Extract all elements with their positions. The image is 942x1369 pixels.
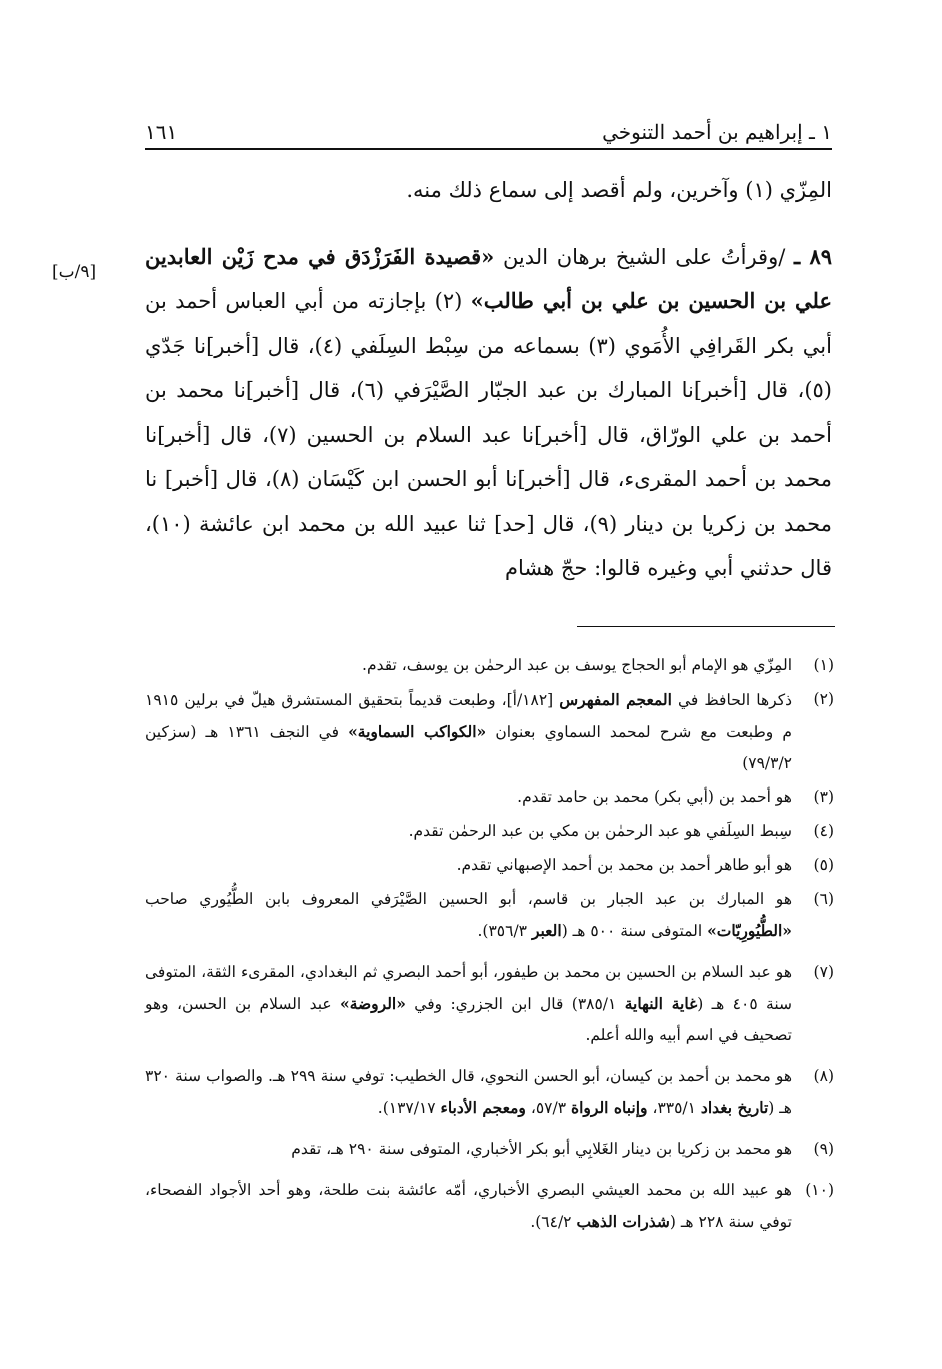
footnote	[145, 1061, 834, 1124]
footnote-text: سِبط السِلَفي هو عبد الرحمٰن بن مكي بن عبد الرحمٰن تقدم.	[408, 822, 792, 840]
footnote-text	[145, 1175, 792, 1238]
footnote-bold-title: العبر	[531, 921, 562, 940]
footnote-text-part: ٣٥٦/٣).	[477, 922, 532, 940]
footnote-text-part: عبد السلام بن الحسن، وهو تصحيف في اسم أبيه والله أعلم.	[145, 995, 792, 1044]
footnote-number: (٣)	[813, 788, 834, 806]
footnote-text	[145, 884, 792, 947]
footnote-text-part: هو المبارك بن عبد الجبار بن قاسم، أبو الحسين الصَّيْرَفي المعروف بابن الطُّيُوري صاحب	[145, 890, 792, 908]
footnote	[145, 816, 834, 847]
footnote	[145, 650, 834, 681]
footnote-text-part: ٦٤/٢).	[530, 1213, 577, 1231]
footnote-bold-title: «الكواكب السماوية»	[348, 722, 487, 741]
footnote	[145, 1175, 834, 1238]
footnote-text	[145, 684, 792, 779]
footnote-number: (٢)	[813, 690, 834, 708]
footnote-number: (١٠)	[805, 1181, 834, 1199]
footnote-bold-title: ومعجم الأدباء	[440, 1098, 526, 1117]
footnote-bold-title: وإنباه الرواة	[570, 1098, 648, 1117]
footnote-text: المِزّي هو الإمام أبو الحجاج يوسف بن عبد الرحمٰن بن يوسف، تقدم.	[362, 656, 792, 674]
footnote-text-part: ٣٨٥/١) قال ابن الجزري: وفي	[405, 995, 625, 1013]
running-title: ١ ـ إبراهيم بن أحمد التنوخي	[602, 120, 832, 144]
footnote-text	[145, 1061, 792, 1124]
entry-title-bold: «قصيدة الفَرَزْدَق في مدح زَيْن العابدين علي بن الحسين بن علي بن أبي طالب»	[145, 243, 832, 313]
footnote-text-part: ٥٧/٣،	[525, 1099, 571, 1117]
footnote-text-part: ذكرها الحافظ في	[671, 691, 792, 709]
page-number: ١٦١	[145, 120, 178, 144]
footnote-number: (٥)	[813, 856, 834, 874]
footnote-text: هو أحمد بن (أبي بكر) محمد بن حامد تقدم.	[517, 788, 792, 806]
footnote-text: هو محمد بن زكريا بن دينار الغَلابِي أبو بكر الأخباري، المتوفى سنة ٢٩٠ هـ، تقدم	[291, 1140, 792, 1158]
footnote-number: (٨)	[813, 1067, 834, 1085]
entry-text-b: (٢) بإجازته من أبي العباس أحمد بن أبي بكر القَرافِي الأُمَوي (٣) بسماعه من سِبْط السِلَفي (٤)، قال [أخبر]نا جَدّي (٥)، قال [أخبر]نا المبارك بن عبد الجبّار الصَّيْرَفي (٦)، قال [أخبر]نا محمد بن أحمد بن علي الورّاق، قال [أخبر]نا عبد السلام بن الحسين (٧)، قال [أخبر]نا محمد بن أحمد المقرىء، قال [أخبر]نا أبو الحسن ابن كَيْسَان (٨)، قال [أخبر] نا محمد بن زكريا بن دينار (٩)، قال [حد] ثنا عبيد الله بن محمد ابن عائشة (١٠)، قال حدثني أبي وغيره قالوا: حجّ هشام	[145, 289, 832, 580]
entry-paragraph	[145, 235, 832, 591]
footnote-bold-title: غاية النهاية	[624, 994, 698, 1013]
footnote-text: هو أبو طاهر أحمد بن محمد بن أحمد الإصبهاني تقدم.	[456, 856, 792, 874]
margin-folio-note: [٩/ب]	[52, 262, 97, 282]
footnote	[145, 684, 834, 779]
footnote-text-part: ٣٣٥/١،	[647, 1099, 701, 1117]
footnote-number: (٩)	[813, 1140, 834, 1158]
footnote-bold-title: شذرات الذهب	[576, 1212, 670, 1231]
entry-number: ٨٩ ـ	[793, 243, 832, 269]
footnote	[145, 957, 834, 1051]
footnote-number: (٧)	[813, 963, 834, 981]
footnote-bold-title: المعجم المفهرس	[559, 690, 672, 709]
footnote	[145, 884, 834, 947]
footnote	[145, 782, 834, 813]
footnote-number: (٤)	[813, 822, 834, 840]
footnote-text-part: المتوفى سنة ٥٠٠ هـ (	[561, 922, 708, 940]
footnote-text-part: ١٣٧/١٧).	[377, 1099, 441, 1117]
continuation-paragraph: المِزّي (١) وآخرين، ولم أقصد إلى سماع ذلك منه.	[406, 178, 832, 202]
footnote-text	[145, 957, 792, 1051]
footnote-separator	[577, 626, 835, 627]
footnote-text-part: هو محمد بن أحمد بن كيسان، أبو الحسن النحوي، قال الخطيب: توفي سنة ٢٩٩ هـ. والصواب سنة ٣٢٠ هـ (	[145, 1067, 792, 1117]
footnote-number: (٦)	[813, 890, 834, 908]
footnote	[145, 850, 834, 881]
footnote-text-part: [١٨٢/أ]، وطبعت قديماً بتحقيق المستشرق هيلّ في برلين ١٩١٥ م وطبعت مع شرح لمحمد السماوي بعنوان	[145, 691, 792, 741]
footnotes	[145, 650, 834, 1241]
footnote-text-part: هو عبد السلام بن الحسين بن محمد بن طيفور، أبو أحمد البصري ثم البغدادي، المقرىء الثقة، المتوفى سنة ٤٠٥ هـ (	[145, 963, 792, 1013]
page-header	[145, 98, 832, 150]
main-text	[145, 168, 832, 591]
footnote-number: (١)	[813, 656, 834, 674]
footnote	[145, 1134, 834, 1165]
footnote-bold-title: «الروضة»	[340, 994, 406, 1013]
footnote-bold-title: تاريخ بغداد	[700, 1098, 769, 1117]
footnote-text-part: هو عبيد الله بن محمد العيشي البصري الأخباري، أمّه عائشة بنت طلحة، وهو أحد الأجواد الفصحاء، توفي سنة ٢٢٨ هـ (	[145, 1181, 792, 1231]
entry-text-a: /وقرأتُ على الشيخ برهان الدين	[494, 244, 794, 269]
footnote-text-part: في النجف ١٣٦١ هـ (سزكين ٧٩/٣/٢)	[145, 723, 792, 772]
footnote-bold-title: «الطُّيُورِيّات»	[707, 921, 792, 940]
